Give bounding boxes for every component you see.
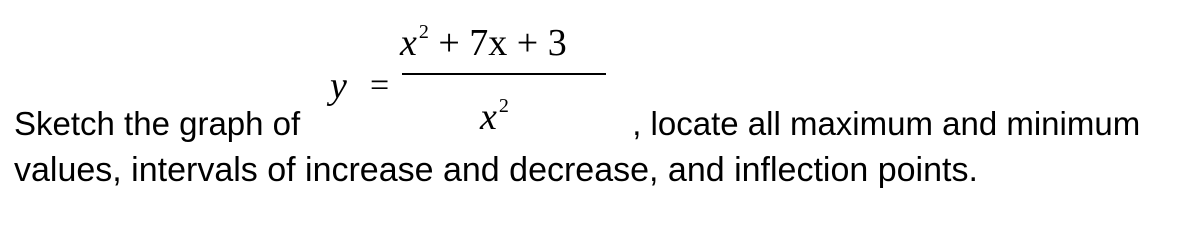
problem-intro-text: Sketch the graph of [14,105,301,142]
problem-line-2: values, intervals of increase and decrease, and inflection points. [14,151,978,189]
denominator-variable: x [480,96,497,138]
numerator-exponent: 2 [418,21,429,43]
problem-line-1 [14,102,1140,146]
fraction-bar [402,73,606,75]
denominator-exponent: 2 [498,95,509,117]
numerator-remaining-terms: + 7x + 3 [438,22,567,64]
problem-line-1-suffix: , locate all maximum and minimum [632,105,1141,142]
fraction-numerator [400,20,567,72]
formula-lhs-variable: y [330,65,347,107]
formula-equals-sign: = [370,67,390,104]
numerator-variable: x [400,22,417,64]
